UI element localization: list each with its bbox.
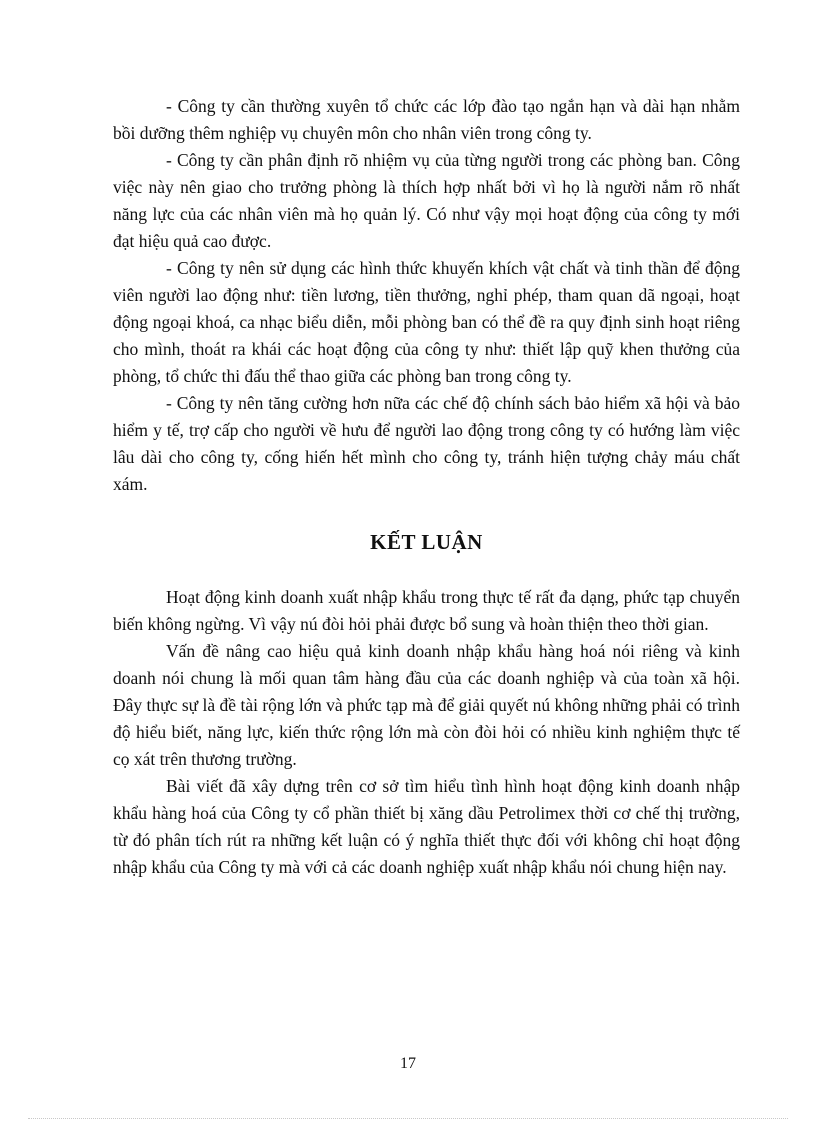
conclusion-paragraph: Hoạt động kinh doanh xuất nhập khẩu trong thực tế rất đa dạng, phức tạp chuyển biến không ngừng. Vì vậy nú đòi hỏi phải được bổ sung và hoàn thiện theo thời gian. — [113, 587, 740, 634]
page-content — [113, 93, 740, 881]
conclusion-paragraph: Bài viết đã xây dựng trên cơ sở tìm hiểu tình hình hoạt động kinh doanh nhập khẩu hàng hoá của Công ty cổ phần thiết bị xăng dầu Petrolimex thời cơ chế thị trường, từ đó phân tích rút ra những kết luận có ý nghĩa thiết thực đối với không chỉ hoạt động nhập khẩu của Công ty mà với cả các doanh nghiệp xuất nhập khẩu nói chung hiện nay. — [113, 776, 740, 877]
page-bottom-divider — [28, 1118, 788, 1119]
recommendation-paragraph: - Công ty cần phân định rõ nhiệm vụ của từng người trong các phòng ban. Công việc này nên giao cho trưởng phòng là thích hợp nhất bởi vì họ là người nắm rõ nhất năng lực của các nhân viên mà họ quản lý. Có như vậy mọi hoạt động của công ty mới đạt hiệu quả cao được. — [113, 150, 740, 251]
conclusion-paragraph: Vấn đề nâng cao hiệu quả kinh doanh nhập khẩu hàng hoá nói riêng và kinh doanh nói chung là mối quan tâm hàng đầu của các doanh nghiệp và của toàn xã hội. Đây thực sự là đề tài rộng lớn và phức tạp mà để giải quyết nú không những phải có trình độ hiểu biết, năng lực, kiến thức rộng lớn mà còn đòi hỏi có nhiều kinh nghiệm thực tế cọ xát trên thương trường. — [113, 641, 740, 769]
recommendation-paragraph: - Công ty nên sử dụng các hình thức khuyến khích vật chất và tinh thần để động viên người lao động như: tiền lương, tiền thưởng, nghỉ phép, tham quan dã ngoại, hoạt động ngoại khoá, ca nhạc biểu diễn, mỗi phòng ban có thể đề ra quy định sinh hoạt riêng cho mình, thoát ra khái các hoạt động của công ty như: thiết lập quỹ khen thưởng của phòng, tổ chức thi đấu thể thao giữa các phòng ban trong công ty. — [113, 258, 740, 386]
recommendation-paragraph: - Công ty nên tăng cường hơn nữa các chế độ chính sách bảo hiểm xã hội và bảo hiểm y tế, trợ cấp cho người về hưu để người lao động trong công ty có hướng làm việc lâu dài cho công ty, cống hiến hết mình cho công ty, tránh hiện tượng chảy máu chất xám. — [113, 393, 740, 494]
conclusion-heading: KẾT LUẬN — [370, 530, 483, 554]
heading-spacer — [113, 566, 740, 584]
page-number: 17 — [400, 1055, 416, 1072]
recommendation-paragraph: - Công ty cần thường xuyên tổ chức các lớp đào tạo ngắn hạn và dài hạn nhằm bồi dưỡng thêm nghiệp vụ chuyên môn cho nhân viên trong công ty. — [113, 96, 740, 143]
